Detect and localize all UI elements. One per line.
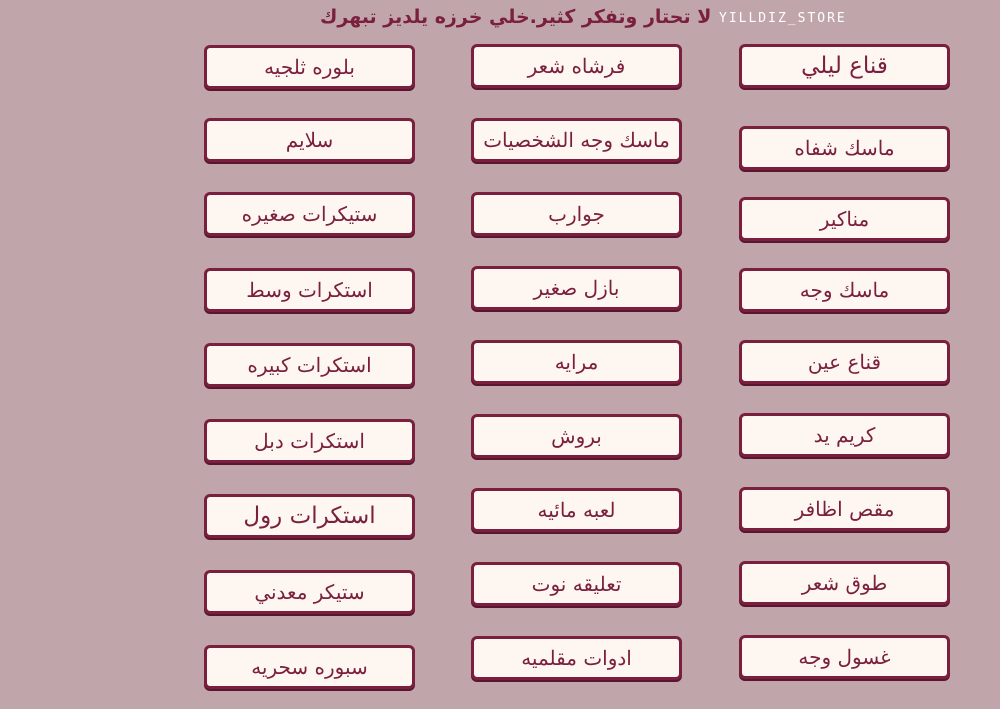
label-left-7: استكرات رول: [204, 494, 415, 538]
label-left-8: ستيكر معدني: [204, 570, 415, 614]
tagline: لا تحتار وتفكر كثير.خلي خرزه يلديز تبهرك: [320, 6, 712, 28]
label-right-9: غسول وجه: [739, 635, 950, 679]
label-middle-5: مرايه: [471, 340, 682, 384]
header: [320, 6, 860, 32]
label-middle-4: بازل صغير: [471, 266, 682, 310]
label-right-7: مقص اظافر: [739, 487, 950, 531]
brand-name: YILLDIZ_STORE: [719, 11, 847, 26]
label-left-1: بلوره ثلجيه: [204, 45, 415, 89]
label-middle-2: ماسك وجه الشخصيات: [471, 118, 682, 162]
label-right-3: مناكير: [739, 197, 950, 241]
label-right-4: ماسك وجه: [739, 268, 950, 312]
label-left-9: سبوره سحريه: [204, 645, 415, 689]
label-right-6: كريم يد: [739, 413, 950, 457]
label-left-2: سلايم: [204, 118, 415, 162]
label-middle-1: فرشاه شعر: [471, 44, 682, 88]
label-left-4: استكرات وسط: [204, 268, 415, 312]
label-right-5: قناع عين: [739, 340, 950, 384]
label-middle-8: تعليقه نوت: [471, 562, 682, 606]
label-middle-6: بروش: [471, 414, 682, 458]
label-middle-3: جوارب: [471, 192, 682, 236]
label-middle-9: ادوات مقلميه: [471, 636, 682, 680]
label-middle-7: لعبه مائيه: [471, 488, 682, 532]
label-left-3: ستيكرات صغيره: [204, 192, 415, 236]
label-right-8: طوق شعر: [739, 561, 950, 605]
label-left-5: استكرات كبيره: [204, 343, 415, 387]
label-right-1: قناع ليلي: [739, 44, 950, 88]
label-right-2: ماسك شفاه: [739, 126, 950, 170]
label-left-6: استكرات دبل: [204, 419, 415, 463]
